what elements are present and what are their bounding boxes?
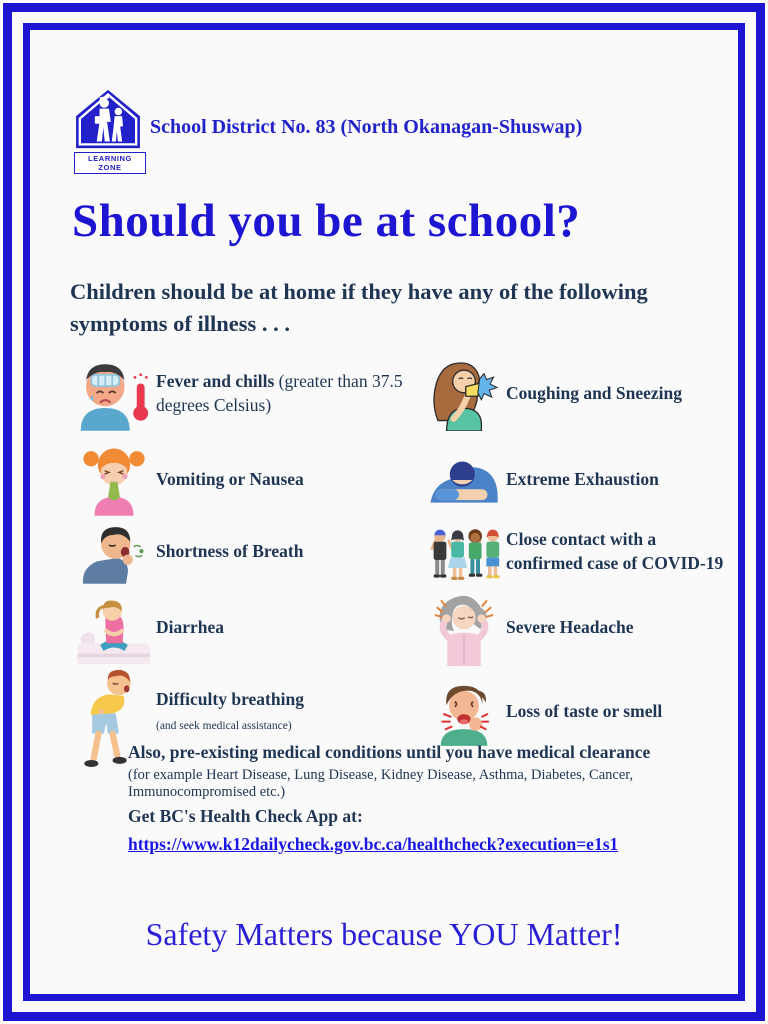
district-name: School District No. 83 (North Okanagan-Shuswap)	[150, 116, 583, 138]
symptom-close-contact	[422, 518, 724, 586]
symptom-label: Coughing and Sneezing	[506, 383, 683, 404]
symptom-label: Vomiting or Nausea	[156, 469, 304, 490]
district-logo	[74, 88, 146, 175]
symptom-exhaustion	[422, 442, 724, 518]
group-of-people-icon	[427, 520, 501, 584]
fever-boy-icon	[72, 356, 156, 432]
symptom-subnote: (and seek medical assistance)	[156, 720, 292, 732]
subtitle: Children should be at home if they have any of the following symptoms of illness . . .	[70, 279, 648, 336]
page-title: Should you be at school?	[72, 195, 581, 247]
symptom-coughing-sneezing	[422, 346, 724, 442]
symptom-label: Difficulty breathing	[156, 689, 304, 710]
medical-clearance-note	[128, 742, 728, 801]
footer-slogan: Safety Matters because YOU Matter!	[145, 916, 623, 952]
sore-mouth-boy-icon	[429, 679, 499, 746]
symptom-fever	[72, 346, 422, 442]
symptom-vomiting	[72, 442, 422, 518]
app-prompt: Get BC's Health Check App at:	[128, 806, 363, 826]
symptom-headache	[422, 586, 724, 670]
symptoms-grid	[72, 346, 724, 766]
sneezing-woman-icon	[429, 358, 499, 431]
symptom-label: Loss of taste or smell	[506, 701, 663, 722]
symptom-label: Extreme Exhaustion	[506, 469, 659, 490]
girl-on-bed-icon	[74, 593, 154, 664]
medical-note-detail: (for example Heart Disease, Lung Disease, Kidney Disease, Asthma, Diabetes, Cancer, Immunocompromised etc.)	[128, 767, 634, 800]
symptom-label: Shortness of Breath	[156, 541, 304, 562]
symptom-diarrhea	[72, 586, 422, 670]
learning-zone-sign-icon	[74, 88, 142, 150]
vomiting-girl-icon	[80, 444, 148, 516]
exhausted-person-icon	[427, 454, 501, 506]
symptom-label: Diarrhea	[156, 617, 225, 638]
headache-woman-icon	[429, 591, 499, 666]
logo-caption: LEARNING ZONE	[74, 152, 146, 174]
health-check-link[interactable]: https://www.k12dailycheck.gov.bc.ca/healthcheck?execution=e1s1	[128, 834, 619, 854]
symptom-label: Severe Headache	[506, 617, 634, 638]
symptom-label: Fever and chills	[156, 371, 275, 392]
medical-note-bold: Also, pre-existing medical conditions until you have medical clearance	[128, 742, 651, 762]
health-check-app-block	[128, 806, 728, 855]
symptom-detail: (greater than 37.5 degrees Celsius)	[156, 371, 403, 415]
coughing-man-icon	[78, 520, 150, 584]
symptom-label: Close contact with a confirmed case of COVID-19	[506, 529, 724, 573]
symptom-shortness-of-breath	[72, 518, 422, 586]
